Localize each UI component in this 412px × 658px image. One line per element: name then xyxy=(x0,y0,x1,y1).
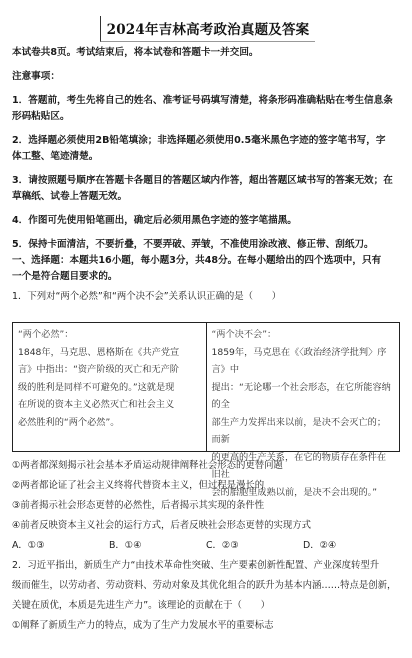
question-section-continued xyxy=(12,458,400,634)
material-left-line: 必然胜利的“两个必然”。 xyxy=(18,416,120,428)
question-2-stem-line: 级而催生，以劳动者、劳动资料、劳动对象及其优化组合的跃升为基本内涵……特点是创新， xyxy=(12,580,397,591)
material-left-head: “两个必然”： xyxy=(18,329,74,340)
material-left-line: 1848年，马克思、恩格斯在《共产党宣 xyxy=(18,346,180,358)
page-title: 2024年吉林高考政治真题及答案 xyxy=(100,16,315,42)
option-b: B．①④ xyxy=(109,540,142,551)
notice-item-2a: 2．选择题必须使用2B铅笔填涂；非选择题必须使用0.5毫米黑色字迹的签字笔书写，字 xyxy=(12,135,386,146)
notice-item-3a: 3．请按照题号顺序在答题卡各题目的答题区域内作答，超出答题区域书写的答案无效；在 xyxy=(12,175,393,186)
notice-item-2b: 体工整、笔迹清楚。 xyxy=(12,151,99,162)
question-1-statement-2: ②两者都论证了社会主义终将代替资本主义，但过程是漫长的 xyxy=(12,480,265,491)
question-1-statement-1: ①两者都深刻揭示社会基本矛盾运动规律阐释社会形态的更替问题 xyxy=(12,460,283,471)
option-c: C．②③ xyxy=(206,540,239,551)
notice-item-1b: 形码粘贴区。 xyxy=(12,111,70,122)
notice-section xyxy=(12,45,400,305)
question-2-stem-line: 关键在质优，本质是先进生产力”。该理论的贡献在于（ ） xyxy=(12,600,270,611)
option-a: A．①③ xyxy=(12,540,45,551)
material-right-line: 的更高的生产关系，在它的物质存在条件在旧社 xyxy=(211,451,387,480)
question-1-options xyxy=(12,538,400,554)
material-right-line: 会的胎胞里成熟以前，是决不会出现的。” xyxy=(211,486,378,498)
notice-item-3b: 草稿纸、试卷上答题无效。 xyxy=(12,191,128,202)
question-1-statement-3: ③前者揭示社会形态更替的必然性，后者揭示其实现的条件性 xyxy=(12,500,265,511)
question-2-statement-1: ①阐释了新质生产力的特点，成为了生产力发展水平的重要标志 xyxy=(12,620,274,631)
material-left-line: 言》中指出：“资产阶级的灭亡和无产阶 xyxy=(18,364,179,375)
notice-item-1a: 1．答题前，考生先将自己的姓名、准考证号码填写清楚，将条形码准确粘贴在考生信息条 xyxy=(12,95,393,106)
material-box-right xyxy=(207,322,401,498)
section-heading-a: 一、选择题：本题共16小题，每小题3分，共48分。在每小题给出的四个选项中，只有 xyxy=(12,255,382,266)
material-left-line: 在所说的资本主义必然灭亡和社会主义 xyxy=(18,399,175,410)
material-left-line: 级的胜利是同样不可避免的。”这就是现 xyxy=(18,381,175,393)
question-1-stem: 1．下列对“两个必然”和“两个决不会”关系认识正确的是（ ） xyxy=(12,291,282,302)
notice-heading: 注意事项： xyxy=(12,71,60,82)
question-2-stem-line: 2．习近平指出，新质生产力“由技术革命性突破、生产要素创新性配置、产业深度转型升 xyxy=(12,560,380,571)
material-right-line: 提出：“无论哪一个社会形态，在它所能容纳的全 xyxy=(211,381,391,410)
option-d: D．②④ xyxy=(303,540,337,551)
material-box-left xyxy=(12,322,207,452)
notice-item-5: 5．保持卡面清洁，不要折叠，不要弄破、弄皱，不准使用涂改液、修正带、刮纸刀。 xyxy=(12,239,374,250)
material-right-head: “两个决不会”： xyxy=(211,329,277,340)
section-heading-b: 一个是符合题目要求的。 xyxy=(12,271,118,282)
material-right-line: 部生产力发挥出来以前，是决不会灭亡的；而新 xyxy=(211,416,387,445)
notice-intro: 本试卷共8页。考试结束后，将本试卷和答题卡一并交回。 xyxy=(12,47,259,58)
notice-item-4: 4．作图可先使用铅笔画出，确定后必须用黑色字迹的签字笔描黑。 xyxy=(12,215,297,226)
question-1-statement-4: ④前者反映资本主义社会的运行方式，后者反映社会形态更替的实现方式 xyxy=(12,520,312,531)
material-right-line: 1859年，马克思在《〈政治经济学批判〉序言》中 xyxy=(211,346,387,375)
